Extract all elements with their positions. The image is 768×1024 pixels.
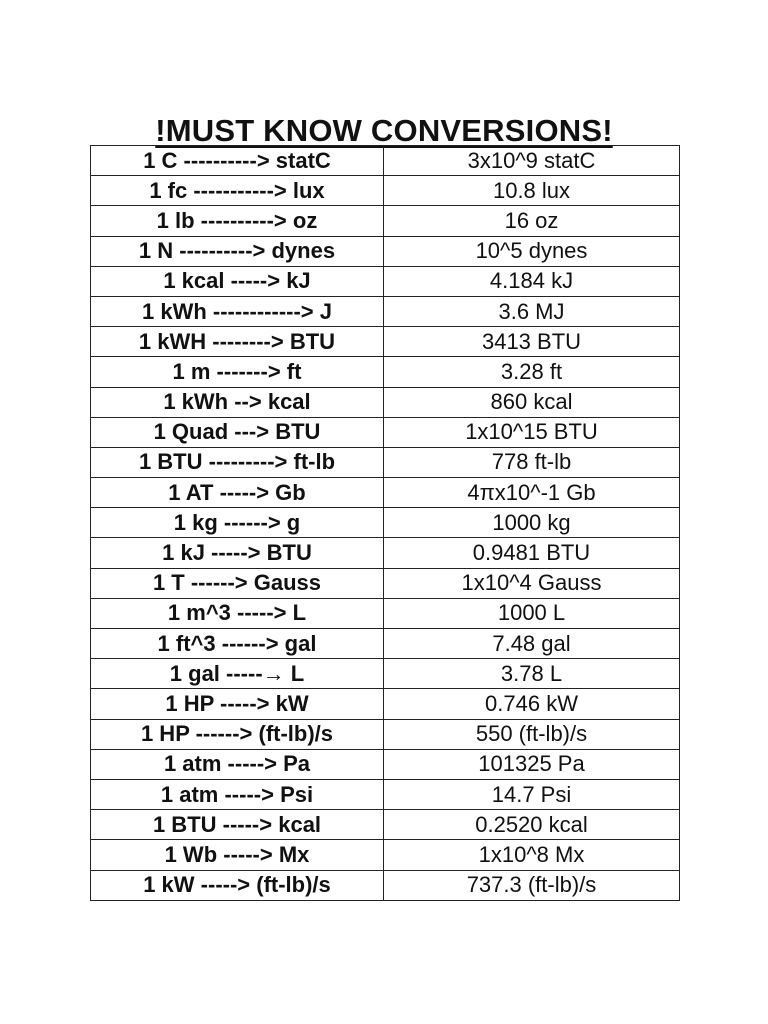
from-unit-cell: 1 ft^3 ------> gal [91, 629, 384, 659]
table-row [91, 176, 680, 206]
conversion-table-body [91, 146, 680, 901]
to-value-cell: 3.28 ft [384, 357, 680, 387]
table-row [91, 387, 680, 417]
from-unit-cell: 1 gal -----→ L [91, 659, 384, 689]
table-row [91, 870, 680, 900]
to-value-cell: 7.48 gal [384, 629, 680, 659]
table-row [91, 266, 680, 296]
from-unit-cell: 1 kWH --------> BTU [91, 327, 384, 357]
table-row [91, 447, 680, 477]
to-value-cell: 10^5 dynes [384, 236, 680, 266]
to-value-cell: 101325 Pa [384, 749, 680, 779]
table-row [91, 779, 680, 809]
table-row [91, 508, 680, 538]
page-title-text: !MUST KNOW CONVERSIONS! [155, 112, 613, 148]
to-value-cell: 550 (ft-lb)/s [384, 719, 680, 749]
from-unit-cell: 1 HP -----> kW [91, 689, 384, 719]
from-unit-cell: 1 BTU -----> kcal [91, 810, 384, 840]
table-row [91, 840, 680, 870]
table-row [91, 689, 680, 719]
to-value-cell: 1x10^8 Mx [384, 840, 680, 870]
from-unit-cell: 1 AT -----> Gb [91, 478, 384, 508]
from-unit-cell: 1 kg ------> g [91, 508, 384, 538]
to-value-cell: 14.7 Psi [384, 779, 680, 809]
table-row [91, 146, 680, 176]
from-unit-cell: 1 kW -----> (ft-lb)/s [91, 870, 384, 900]
table-row [91, 538, 680, 568]
table-row [91, 719, 680, 749]
to-value-cell: 737.3 (ft-lb)/s [384, 870, 680, 900]
table-row [91, 629, 680, 659]
to-value-cell: 3413 BTU [384, 327, 680, 357]
to-value-cell: 1x10^15 BTU [384, 417, 680, 447]
to-value-cell: 0.746 kW [384, 689, 680, 719]
table-row [91, 659, 680, 689]
from-unit-cell: 1 HP ------> (ft-lb)/s [91, 719, 384, 749]
table-row [91, 296, 680, 326]
from-unit-cell: 1 N ----------> dynes [91, 236, 384, 266]
table-row [91, 327, 680, 357]
from-unit-cell: 1 T ------> Gauss [91, 568, 384, 598]
from-unit-cell: 1 kWh ------------> J [91, 296, 384, 326]
to-value-cell: 10.8 lux [384, 176, 680, 206]
from-unit-cell: 1 kcal -----> kJ [91, 266, 384, 296]
to-value-cell: 1x10^4 Gauss [384, 568, 680, 598]
from-unit-cell: 1 kWh --> kcal [91, 387, 384, 417]
from-unit-cell: 1 C ----------> statC [91, 146, 384, 176]
from-unit-cell: 1 kJ -----> BTU [91, 538, 384, 568]
from-unit-cell: 1 m -------> ft [91, 357, 384, 387]
to-value-cell: 3.78 L [384, 659, 680, 689]
to-value-cell: 3.6 MJ [384, 296, 680, 326]
from-unit-cell: 1 Quad ---> BTU [91, 417, 384, 447]
to-value-cell: 0.9481 BTU [384, 538, 680, 568]
table-row [91, 598, 680, 628]
conversion-table [90, 145, 680, 901]
from-unit-cell: 1 atm -----> Psi [91, 779, 384, 809]
from-unit-cell: 1 BTU ---------> ft-lb [91, 447, 384, 477]
to-value-cell: 1000 L [384, 598, 680, 628]
table-row [91, 206, 680, 236]
to-value-cell: 3x10^9 statC [384, 146, 680, 176]
table-row [91, 357, 680, 387]
from-unit-cell: 1 m^3 -----> L [91, 598, 384, 628]
table-row [91, 568, 680, 598]
table-row [91, 478, 680, 508]
to-value-cell: 16 oz [384, 206, 680, 236]
from-unit-cell: 1 atm -----> Pa [91, 749, 384, 779]
to-value-cell: 4.184 kJ [384, 266, 680, 296]
to-value-cell: 0.2520 kcal [384, 810, 680, 840]
table-row [91, 810, 680, 840]
table-row [91, 749, 680, 779]
from-unit-cell: 1 fc -----------> lux [91, 176, 384, 206]
table-row [91, 417, 680, 447]
to-value-cell: 4πx10^-1 Gb [384, 478, 680, 508]
to-value-cell: 1000 kg [384, 508, 680, 538]
table-row [91, 236, 680, 266]
to-value-cell: 778 ft-lb [384, 447, 680, 477]
to-value-cell: 860 kcal [384, 387, 680, 417]
from-unit-cell: 1 lb ----------> oz [91, 206, 384, 236]
from-unit-cell: 1 Wb -----> Mx [91, 840, 384, 870]
